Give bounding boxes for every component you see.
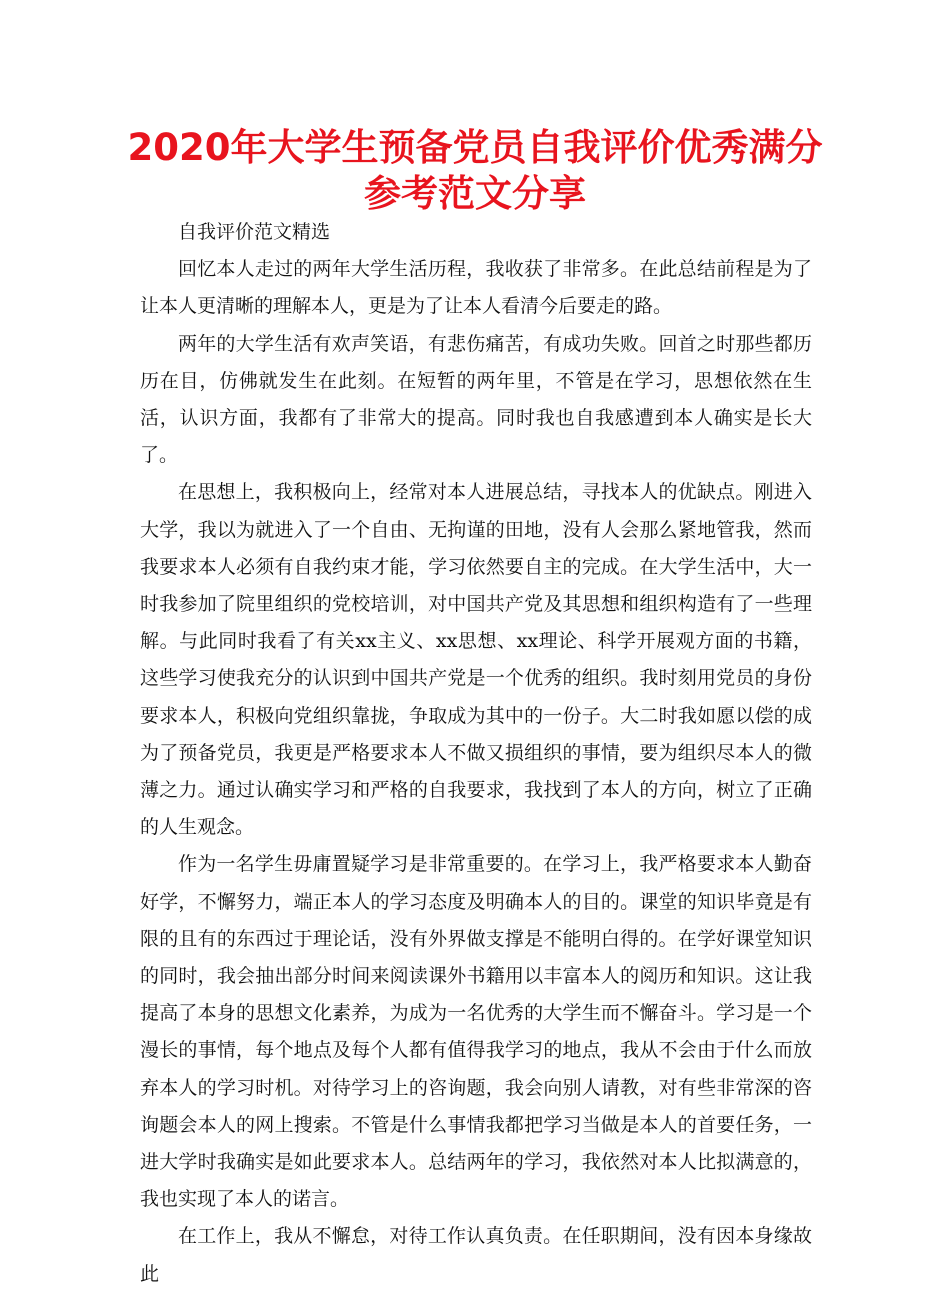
paragraph-thought: 在思想上，我积极向上，经常对本人进展总结，寻找本人的优缺点。刚进入大学，我以为就进入了一个自由、无拘谨的田地，没有人会那么紧地管我，然而我要求本人必须有自我约束才能，学习依然要自主的完成。在大学生活中，大一时我参加了院里组织的党校培训，对中国共产党及其思想和组织构造有了一些理解。与此同时我看了有关xx主义、xx思想、xx理论、科学开展观方面的书籍，这些学习使我充分的认识到中国共产党是一个优秀的组织。我时刻用党员的身份要求本人，积极向党组织靠拢，争取成为其中的一份子。大二时我如愿以偿的成为了预备党员，我更是严格要求本人不做又损组织的事情，要为组织尽本人的微薄之力。通过认确实学习和严格的自我要求，我找到了本人的方向，树立了正确的人生观念。 [140,481,812,839]
document-title-line-1: 2020年大学生预备党员自我评价优秀满分 [127,126,823,169]
paragraph-work: 在工作上，我从不懈怠，对待工作认真负责。在任职期间，没有因本身缘故此 [140,1225,812,1285]
document-title-line-2: 参考范文分享 [364,172,586,215]
section-heading: 自我评价范文精选 [178,221,331,243]
document-body [140,214,812,1293]
paragraph-study: 作为一名学生毋庸置疑学习是非常重要的。在学习上，我严格要求本人勤奋好学，不懈努力，端正本人的学习态度及明确本人的目的。课堂的知识毕竟是有限的且有的东西过于理论话，没有外界做支撑是不能明白得的。在学好课堂知识的同时，我会抽出部分时间来阅读课外书籍用以丰富本人的阅历和知识。这让我提高了本身的思想文化素养，为成为一名优秀的大学生而不懈奋斗。学习是一个漫长的事情，每个地点及每个人都有值得我学习的地点，我从不会由于什么而放弃本人的学习时机。对待学习上的咨询题，我会向别人请教，对有些非常深的咨询题会本人的网上搜索。不管是什么事情我都把学习当做是本人的首要任务，一进大学时我确实是如此要求本人。总结两年的学习，我依然对本人比拟满意的，我也实现了本人的诺言。 [140,853,812,1211]
paragraph-intro: 回忆本人走过的两年大学生活历程，我收获了非常多。在此总结前程是为了让本人更清晰的理解本人，更是为了让本人看清今后要走的路。 [140,258,812,318]
paragraph-overview: 两年的大学生活有欢声笑语，有悲伤痛苦，有成功失败。回首之时那些都历历在目，仿佛就发生在此刻。在短暂的两年里，不管是在学习，思想依然在生活，认识方面，我都有了非常大的提高。同时我也自我感遭到本人确实是长大了。 [140,332,812,467]
